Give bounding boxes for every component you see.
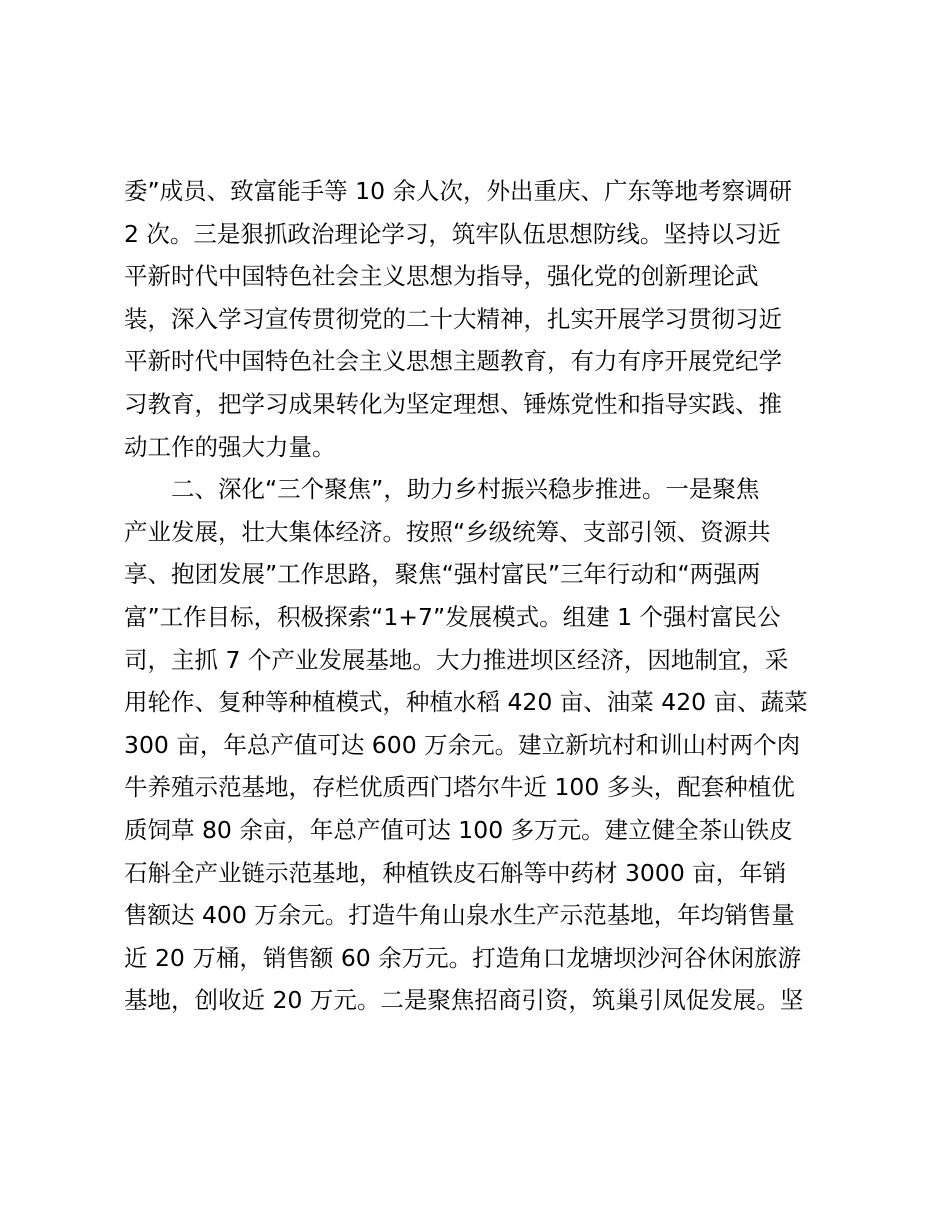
- text-line-2: 2 次。三是狠抓政治理论学习，筑牢队伍思想防线。坚持以习近: [124, 219, 781, 248]
- text-line-17: 石斛全产业链示范基地，种植铁皮石斛等中药材 3000 亩，年销: [124, 858, 787, 887]
- section-heading-line: 二、深化“三个聚焦”，助力乡村振兴稳步推进。一是聚焦: [171, 475, 760, 504]
- text-line-3: 平新时代中国特色社会主义思想为指导，强化党的创新理论武: [124, 262, 759, 291]
- text-line-12: 司，主抓 7 个产业发展基地。大力推进坝区经济，因地制宜，采: [124, 645, 789, 674]
- text-line-1: 委”成员、致富能手等 10 余人次，外出重庆、广东等地考察调研: [124, 177, 793, 205]
- text-line-9: 产业发展，壮大集体经济。按照“乡级统筹、支部引领、资源共: [124, 517, 771, 546]
- text-line-7: 动工作的强大力量。: [124, 432, 336, 461]
- text-line-13: 用轮作、复种等种植模式，种植水稻 420 亩、油菜 420 亩、蔬菜: [124, 688, 808, 717]
- text-line-10: 享、抱团发展”工作思路，聚焦“强村富民”三年行动和“两强两: [124, 560, 761, 589]
- text-line-14: 300 亩，年总产值可达 600 万余元。建立新坑村和训山村两个肉: [124, 730, 801, 759]
- text-line-6: 习教育，把学习成果转化为坚定理想、锤炼党性和指导实践、推: [124, 389, 782, 418]
- text-line-19: 近 20 万桶，销售额 60 余万元。打造角口龙塘坝沙河谷休闲旅游: [124, 943, 802, 972]
- text-line-16: 质饲草 80 余亩，年总产值可达 100 多万元。建立健全茶山铁皮: [124, 815, 793, 844]
- text-line-11: 富”工作目标，积极探索“1+7”发展模式。组建 1 个强村富民公: [124, 602, 781, 631]
- text-line-20: 基地，创收近 20 万元。二是聚焦招商引资，筑巢引凤促发展。坚: [124, 986, 804, 1015]
- text-line-18: 售额达 400 万余元。打造牛角山泉水生产示范基地，年均销售量: [124, 901, 795, 930]
- text-line-5: 平新时代中国特色社会主义思想主题教育，有力有序开展党纪学: [124, 347, 782, 376]
- text-line-15: 牛养殖示范基地，存栏优质西门塔尔牛近 100 多头，配套种植优: [124, 773, 795, 802]
- body-text: [124, 170, 844, 1022]
- text-line-4: 装，深入学习宣传贯彻党的二十大精神，扎实开展学习贯彻习近: [124, 304, 782, 333]
